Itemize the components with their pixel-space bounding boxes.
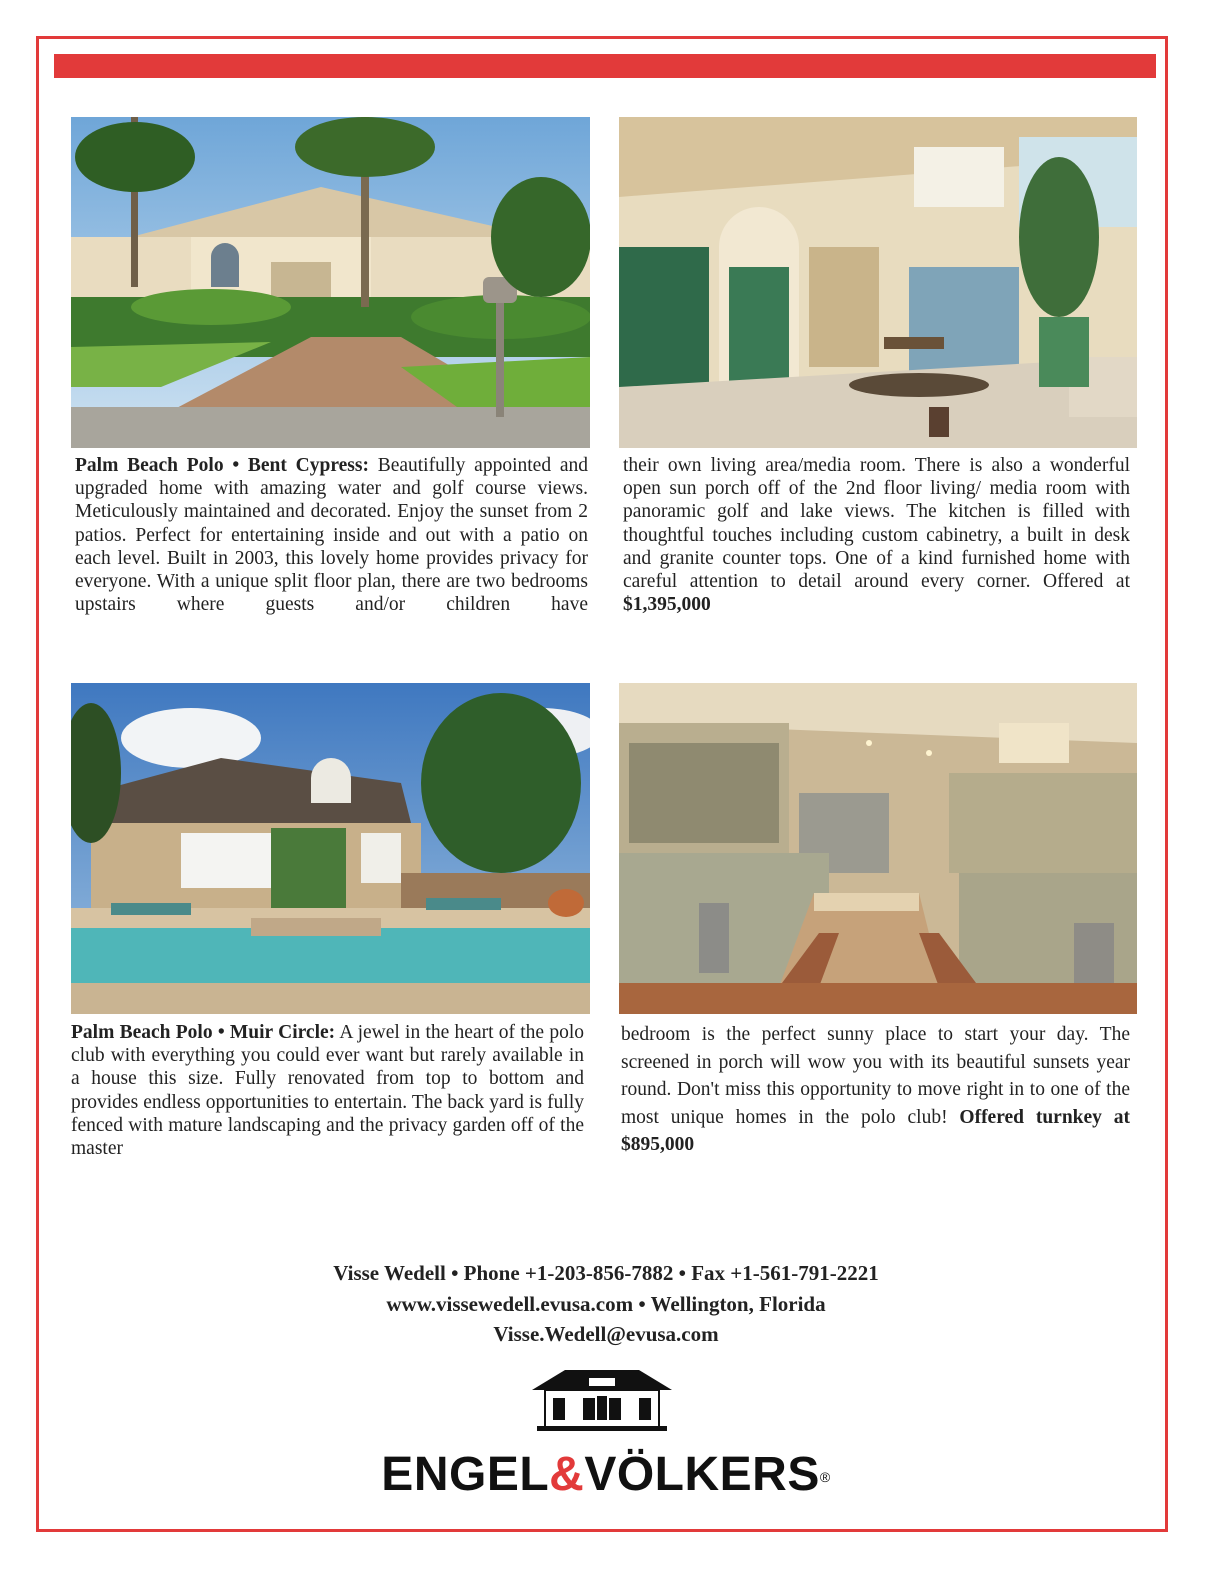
backyard-pool-photo	[71, 683, 590, 1014]
listing1-continued: their own living area/media room. There is also a wonderful open sun porch off of the 2nd floor living/ media room with panoramic golf and lake views. The kitchen is filled with thoughtful touches including custom cabinetry, a built in desk and granite counter tops. One of a kind furnished home with careful attention to detail around every corner. Offered at	[623, 455, 1130, 593]
brand-logo-text	[0, 1447, 1212, 1503]
listing2-heading: Palm Beach Polo • Muir Circle:	[71, 1022, 336, 1043]
brand-house-logo-icon	[527, 1368, 677, 1434]
listing2-description	[71, 1021, 584, 1160]
contact-website-line[interactable]: www.vissewedell.evusa.com • Wellington, Florida	[386, 1291, 826, 1316]
brand-name-part1: ENGEL	[381, 1448, 550, 1501]
registered-mark: ®	[819, 1469, 831, 1485]
listing1-description	[75, 454, 588, 616]
brand-name-part2: VÖLKERS	[584, 1448, 820, 1501]
header-accent-bar	[54, 54, 1156, 78]
contact-phone-line: Visse Wedell • Phone +1-203-856-7882 • Fax +1-561-791-2221	[333, 1261, 879, 1285]
listing1-description-continued	[623, 454, 1130, 616]
house-exterior-photo	[71, 117, 590, 448]
listing2-price: Offered turnkey at $895,000	[621, 1106, 1130, 1155]
listing2-description-continued	[621, 1021, 1130, 1159]
brand-ampersand: &	[549, 1448, 585, 1501]
listing1-price: $1,395,000	[623, 594, 711, 616]
listing2-continued: bedroom is the perfect sunny place to start your day. The screened in porch will wow you with its beautiful sunsets year round. Don't miss this opportunity to move right in to one of the most unique homes in the polo club!	[621, 1024, 1130, 1128]
contact-block	[0, 1258, 1212, 1350]
listing2-body: A jewel in the heart of the polo club with everything you could ever want but rarely available in a house this size. Fully renovated from top to bottom and provides endless opportunities to entertain. The back yard is fully fenced with mature landscaping and the privacy garden off of the master	[71, 1022, 584, 1160]
living-room-photo	[619, 117, 1137, 448]
listing1-body: Beautifully appointed and upgraded home with amazing water and golf course views. Meticulously maintained and decorated. Enjoy the sunset from 2 patios. Perfect for entertaining inside and out with a patio on each level. Built in 2003, this lovely home provides privacy for everyone. With a unique split floor plan, there are two bedrooms upstairs where guests and/or children have	[75, 455, 588, 616]
contact-email-line[interactable]: Visse.Wedell@evusa.com	[493, 1322, 719, 1346]
listing1-heading: Palm Beach Polo • Bent Cypress:	[75, 455, 369, 476]
kitchen-photo	[619, 683, 1137, 1014]
